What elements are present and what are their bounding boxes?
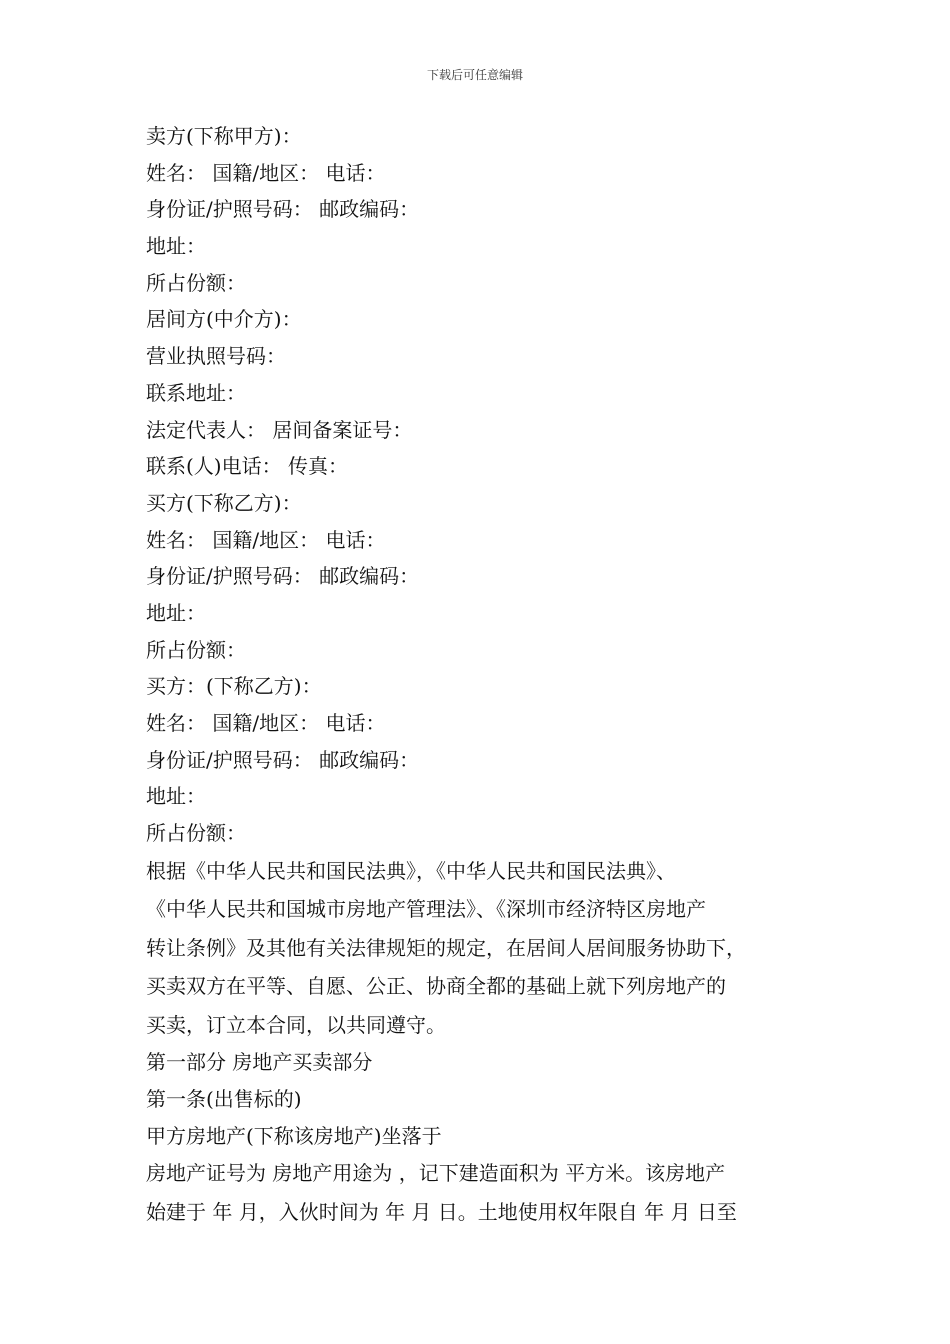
buyer2-name-line: 姓名： 国籍/地区： 电话： (146, 711, 386, 735)
buyer2-heading: 买方：(下称乙方)： (146, 674, 322, 699)
seller-id-line: 身份证/护照号码： 邮政编码： (146, 197, 420, 222)
agent-phone-line: 联系(人)电话： 传真： (146, 454, 348, 479)
agent-address-line: 联系地址： (146, 380, 246, 405)
buyer2-address-line: 地址： (146, 784, 206, 809)
page-header: 下载后可任意编辑 (426, 68, 523, 82)
seller-address-line: 地址： (146, 234, 206, 259)
paragraph-line: 买卖，订立本合同，以共同遵守。 (146, 1012, 446, 1037)
seller-heading: 卖方(下称甲方)： (146, 124, 302, 148)
paragraph-line: 房地产证号为 房地产用途为 ，记下建造面积为 平方米。该房地产 (146, 1161, 726, 1186)
seller-name-line: 姓名： 国籍/地区： 电话： (146, 160, 386, 185)
document-body (146, 118, 821, 1231)
part-one-heading: 第一部分 房地产买卖部分 (146, 1050, 373, 1075)
paragraph-line: 《中华人民共和国城市房地产管理法》、《深圳市经济特区房地产 (146, 897, 706, 922)
paragraph-line: 买卖双方在平等、自愿、公正、协商全都的基础上就下列房地产的 (146, 974, 726, 999)
buyer1-name-line: 姓名： 国籍/地区： 电话： (146, 527, 386, 552)
property-location-line: 甲方房地产(下称该房地产)坐落于 (146, 1123, 442, 1148)
buyer1-heading: 买方(下称乙方)： (146, 490, 302, 515)
agent-representative-line: 法定代表人： 居间备案证号： (146, 417, 413, 442)
agent-heading: 居间方(中介方)： (146, 307, 302, 332)
paragraph-line: 转让条例》及其他有关法律规矩的规定，在居间人居间服务协助下， (146, 935, 746, 960)
paragraph-line: 始建于 年 月，入伙时间为 年 月 日。土地使用权年限自 年 月 日至 (146, 1199, 737, 1224)
buyer2-share-line: 所占份额： (146, 821, 246, 846)
agent-license-line: 营业执照号码： (146, 344, 286, 369)
paragraph-line: 根据《中华人民共和国民法典》，《中华人民共和国民法典》、 (146, 858, 676, 883)
buyer2-id-line: 身份证/护照号码： 邮政编码： (146, 747, 420, 772)
property-details-paragraph (146, 1154, 821, 1231)
article-one-heading: 第一条(出售标的) (146, 1086, 302, 1111)
legal-basis-paragraph (146, 852, 821, 1045)
buyer1-address-line: 地址： (146, 600, 206, 625)
buyer1-id-line: 身份证/护照号码： 邮政编码： (146, 564, 420, 589)
seller-share-line: 所占份额： (146, 270, 246, 295)
buyer1-share-line: 所占份额： (146, 637, 246, 662)
